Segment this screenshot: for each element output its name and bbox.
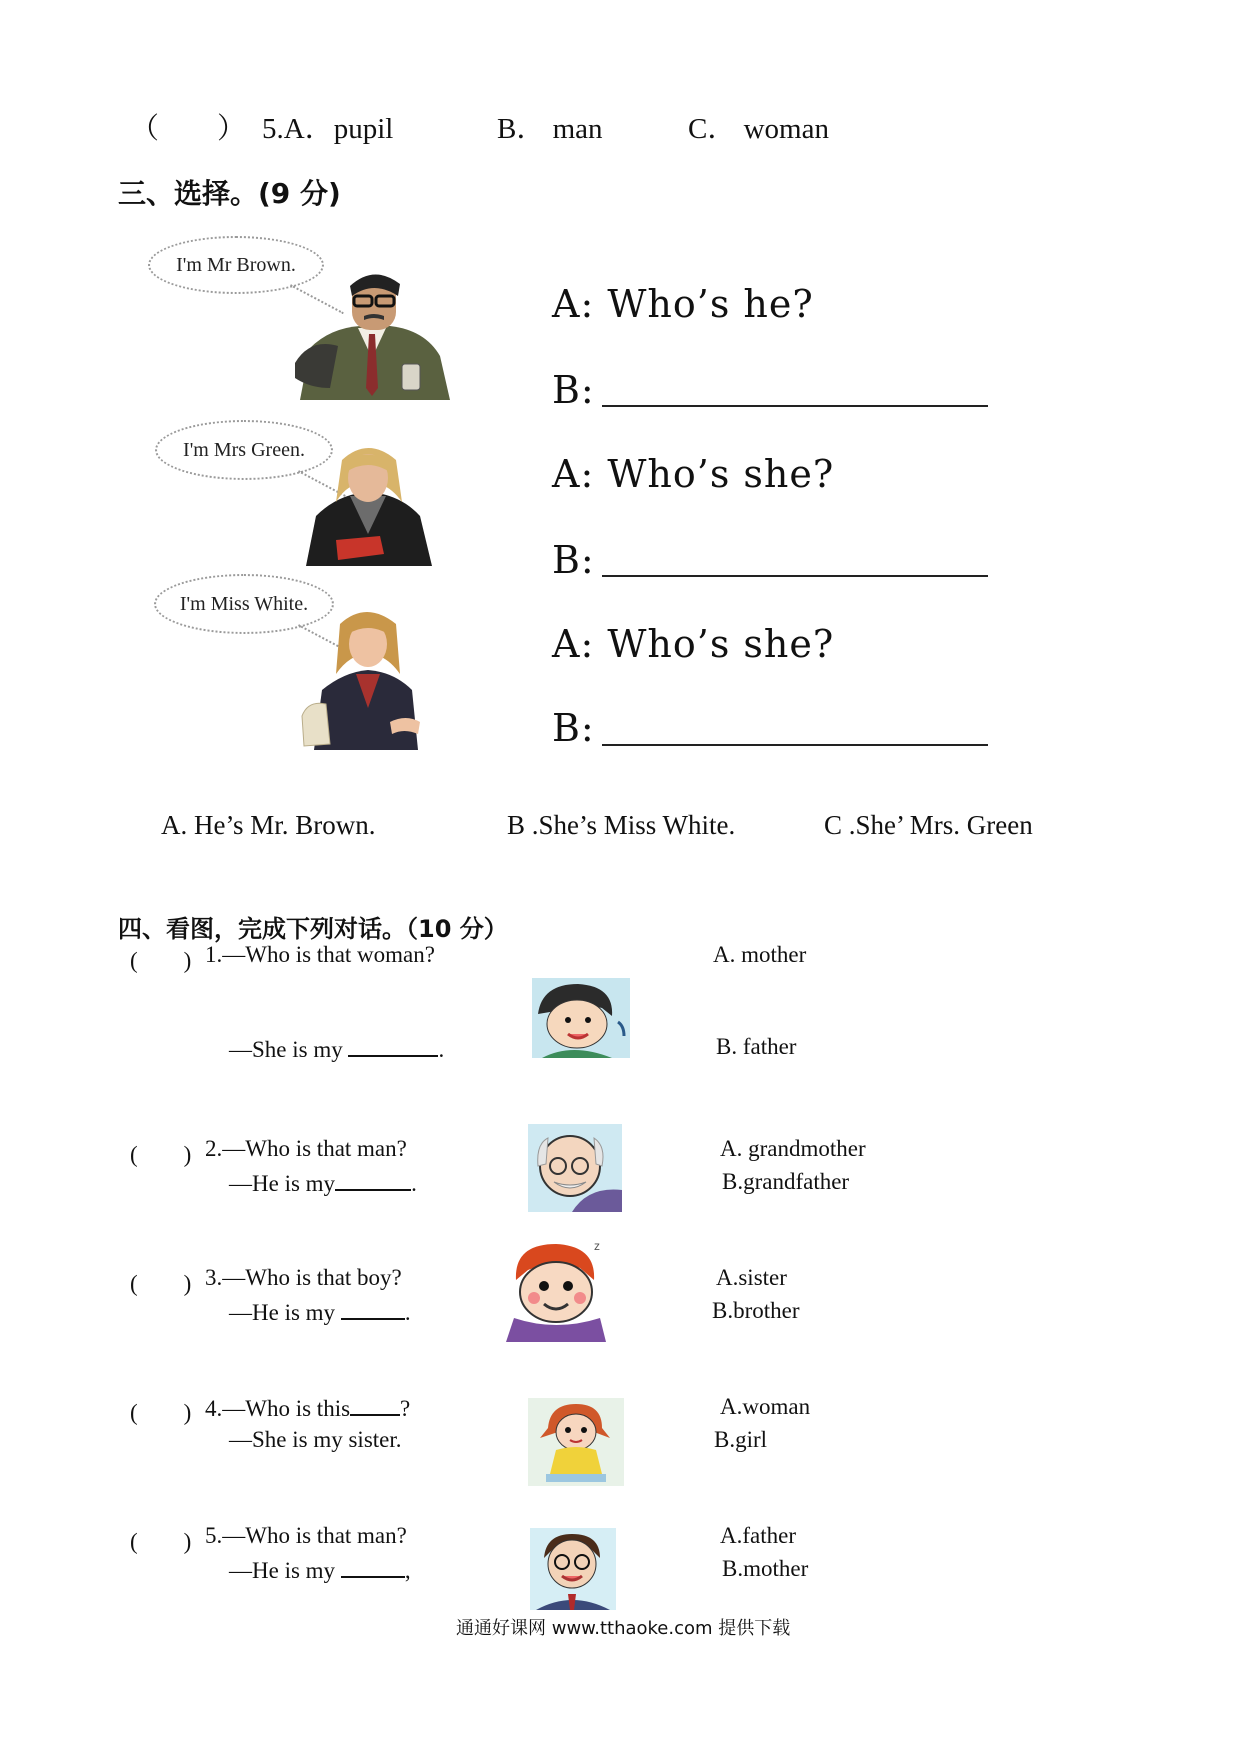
dialog-question: A: Who’s she? (552, 452, 835, 496)
grandfather-picture (528, 1124, 622, 1212)
answer-label: B: (552, 538, 595, 582)
mother-picture (532, 978, 630, 1058)
answer-label: B: (552, 706, 595, 750)
option-b: B.mother (722, 1556, 809, 1581)
footer-text: 通通好课网 www.tthaoke.com 提供下载 (456, 1618, 791, 1639)
svg-text:z: z (594, 1240, 600, 1253)
answer-blank[interactable] (335, 1169, 411, 1191)
option-a: A. mother (713, 942, 807, 967)
speech-bubble: I'm Miss White. (154, 574, 334, 634)
option-a: A. grandmother (720, 1136, 866, 1161)
answer-label: B: (552, 368, 595, 412)
answer-paren[interactable]: ( ) (130, 1400, 192, 1425)
option-a: 5.A．pupil (262, 113, 394, 145)
father-picture (530, 1528, 616, 1610)
answer-paren[interactable]: （ ） (130, 113, 247, 145)
option-b: B.grandfather (722, 1169, 850, 1194)
answer-blank[interactable] (341, 1556, 405, 1578)
answer-paren[interactable]: ( ) (130, 1271, 192, 1296)
man-picture (290, 268, 455, 400)
dialog-question: A: Who’s she? (552, 622, 835, 666)
section4-heading: 四、看图，完成下列对话。（10 分） (118, 915, 508, 943)
woman-picture (298, 442, 440, 566)
answer-blank[interactable] (348, 1035, 438, 1057)
choice-option-b: B .She’s Miss White. (507, 810, 736, 840)
question-text: 1.—Who is that woman? (205, 942, 435, 967)
answer-blank[interactable] (602, 575, 988, 577)
option-b: B． man (497, 113, 603, 145)
option-b: B.brother (712, 1298, 800, 1323)
choice-option-c: C .She’ Mrs. Green (824, 810, 1033, 840)
young-woman-picture (300, 604, 434, 750)
answer-blank[interactable] (602, 405, 988, 407)
choice-option-a: A. He’s Mr. Brown. (161, 810, 376, 840)
speech-bubble: I'm Mrs Green. (155, 420, 333, 480)
answer-text: —He is my , (229, 1558, 411, 1583)
section3-heading: 三、选择。(9 分) (118, 177, 341, 210)
answer-blank[interactable] (350, 1394, 400, 1416)
question-text: 5.—Who is that man? (205, 1523, 407, 1548)
answer-text: —He is my . (229, 1171, 417, 1196)
question-text: 3.—Who is that boy? (205, 1265, 402, 1290)
girl-picture (528, 1398, 624, 1486)
answer-blank[interactable] (341, 1298, 405, 1320)
answer-paren[interactable]: ( ) (130, 1142, 192, 1167)
answer-text: —She is my sister. (229, 1427, 402, 1452)
question-text: 2.—Who is that man? (205, 1136, 407, 1161)
option-a: A.sister (716, 1265, 787, 1290)
option-c: C． woman (688, 113, 829, 145)
dialog-question: A: Who’s he? (552, 282, 814, 326)
answer-paren[interactable]: ( ) (130, 948, 192, 973)
question-text: 4.—Who is this ? (205, 1396, 411, 1421)
answer-text: —She is my . (229, 1037, 445, 1062)
option-b: B. father (716, 1034, 797, 1059)
answer-paren[interactable]: ( ) (130, 1529, 192, 1554)
speech-bubble: I'm Mr Brown. (148, 236, 324, 294)
answer-text: —He is my . (229, 1300, 411, 1325)
option-a: A.father (720, 1523, 796, 1548)
option-b: B.girl (714, 1427, 768, 1452)
answer-blank[interactable] (602, 744, 988, 746)
brother-picture (504, 1240, 608, 1342)
option-a: A.woman (720, 1394, 811, 1419)
